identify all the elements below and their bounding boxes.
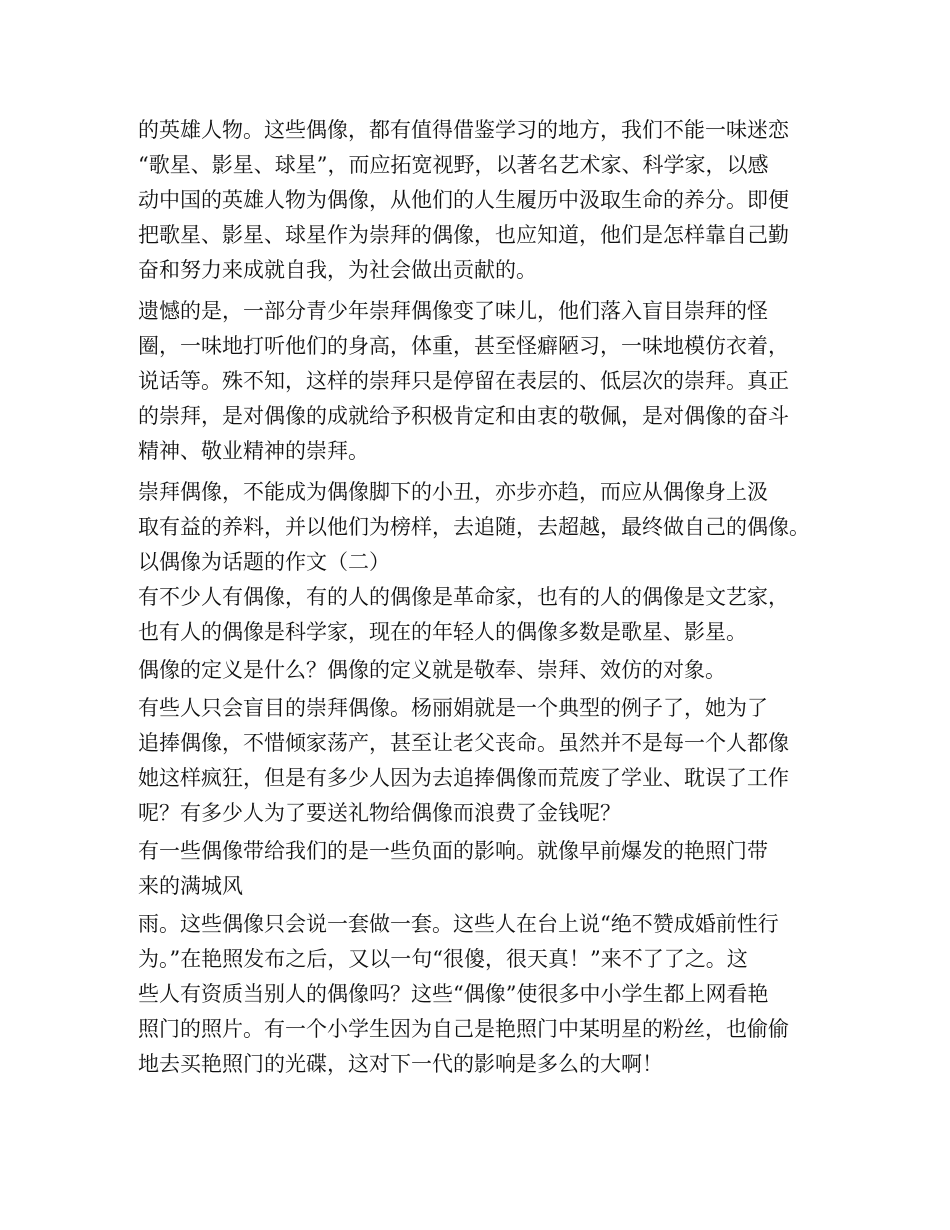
text-line: 照门的照片。有一个小学生因为自己是艳照门中某明星的粉丝，也偷偷 <box>138 1017 789 1041</box>
text-line: 精神、敬业精神的崇拜。 <box>138 439 369 463</box>
text-line: 崇拜偶像，不能成为偶像脚下的小丑，亦步亦趋，而应从偶像身上汲 <box>138 480 768 504</box>
text-line: 取有益的养料，并以他们为榜样，去追随，去超越，最终做自己的偶像。 <box>138 515 810 539</box>
text-line: 的崇拜，是对偶像的成就给予积极肯定和由衷的敬佩，是对偶像的奋斗 <box>138 404 789 428</box>
text-line: 她这样疯狂，但是有多少人因为去追捧偶像而荒废了学业、耽误了工作 <box>138 766 789 790</box>
text-line: 雨。这些偶像只会说一套做一套。这些人在台上说“绝不赞成婚前性行 <box>138 912 779 936</box>
text-line: 为。”在艳照发布之后，又以一句“很傻，很天真！”来不了了之。这 <box>138 947 748 971</box>
text-line: 呢？有多少人为了要送礼物给偶像而浪费了金钱呢？ <box>138 801 621 825</box>
text-line: 的英雄人物。这些偶像，都有值得借鉴学习的地方，我们不能一味迷恋 <box>138 118 789 142</box>
text-line: 也有人的偶像是科学家，现在的年轻人的偶像多数是歌星、影星。 <box>138 620 747 644</box>
text-line: 有一些偶像带给我们的是一些负面的影响。就像早前爆发的艳照门带 <box>138 839 768 863</box>
text-line: 遗憾的是，一部分青少年崇拜偶像变了味儿，他们落入盲目崇拜的怪 <box>138 299 768 323</box>
text-line: 把歌星、影星、球星作为崇拜的偶像，也应知道，他们是怎样靠自己勤 <box>138 223 789 247</box>
text-line: 偶像的定义是什么？偶像的定义就是敬奉、崇拜、效仿的对象。 <box>138 658 726 682</box>
section-heading: 以偶像为话题的作文（二） <box>138 550 390 574</box>
text-line: 动中国的英雄人物为偶像，从他们的人生履历中汲取生命的养分。即便 <box>138 188 789 212</box>
text-line: 些人有资质当别人的偶像吗？这些“偶像”使很多中小学生都上网看艳 <box>138 982 769 1006</box>
text-line: 来的满城风 <box>138 874 243 898</box>
text-line: 圈，一味地打听他们的身高，体重，甚至怪癖陋习，一味地模仿衣着， <box>138 334 789 358</box>
text-line: “歌星、影星、球星”，而应拓宽视野，以著名艺术家、科学家，以感 <box>138 153 769 177</box>
text-line: 说话等。殊不知，这样的崇拜只是停留在表层的、低层次的崇拜。真正 <box>138 369 789 393</box>
text-line: 有些人只会盲目的崇拜偶像。杨丽娟就是一个典型的例子了，她为了 <box>138 696 768 720</box>
text-line: 地去买艳照门的光碟，这对下一代的影响是多么的大啊！ <box>138 1052 663 1076</box>
text-line: 有不少人有偶像，有的人的偶像是革命家，也有的人的偶像是文艺家， <box>138 585 789 609</box>
text-line: 追捧偶像，不惜倾家荡产，甚至让老父丧命。虽然并不是每一个人都像 <box>138 731 789 755</box>
text-line: 奋和努力来成就自我，为社会做出贡献的。 <box>138 258 537 282</box>
